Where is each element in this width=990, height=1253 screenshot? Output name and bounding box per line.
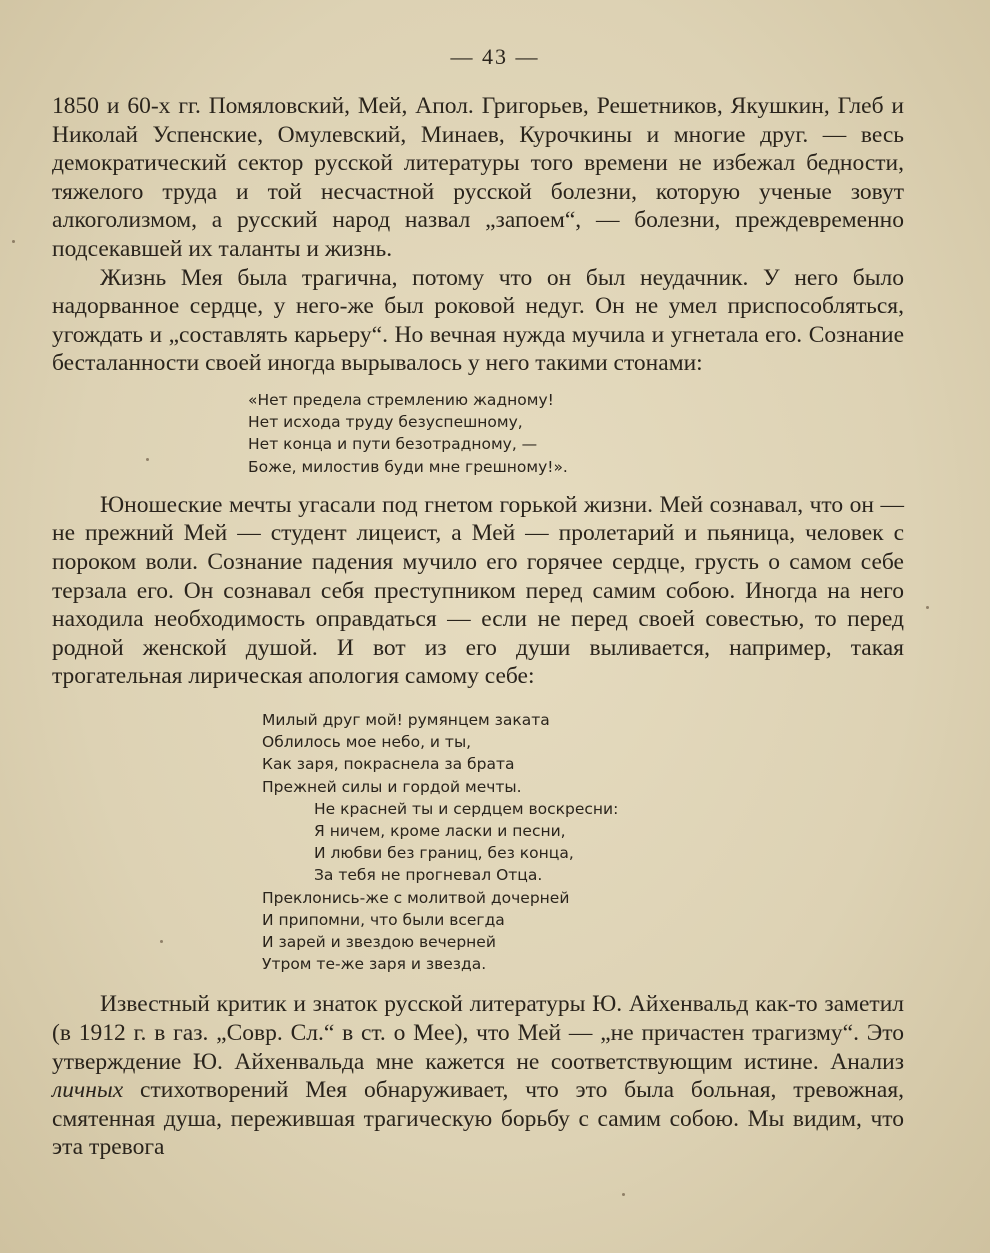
paragraph-4: [52, 990, 904, 1162]
paper-speck: [146, 458, 149, 461]
verse-line: Не красней ты и сердцем воскресни:: [314, 799, 619, 818]
verse-line: И зарей и звездою вечерней: [262, 932, 496, 951]
verse-quote-2: [262, 709, 904, 975]
italic-word: личных: [52, 1077, 124, 1104]
verse-line: Нет исхода труду безуспешному,: [248, 413, 523, 432]
verse-quote-1: [248, 389, 904, 478]
verse-line: И припомни, что были всегда: [262, 910, 505, 929]
verse-line: Нет конца и пути безотрадному, —: [248, 435, 538, 454]
verse-line: Преклонись-же с молитвой дочерней: [262, 888, 570, 907]
verse-line: И любви без границ, без конца,: [314, 844, 574, 863]
paper-speck: [622, 1193, 625, 1196]
verse-line: Как заря, покраснела за брата: [262, 755, 515, 774]
verse-line: Боже, милостив буди мне грешному!».: [248, 457, 568, 476]
paragraph-1: 1850 и 60-х гг. Помяловский, Мей, Апол. Григорьев, Решетников, Якушкин, Глеб и Николай Успенские, Омулевский, Минаев, Курочкины и многие друг. — весь демократический сектор русской литературы того времени не избежал бедности, тяжелого труда и той несчастной русской болезни, которую ученые зовут алкоголизмом, а русский народ назвал „запоем“, — болезни, преждевременно подсекавшей их таланты и жизнь.: [52, 93, 904, 262]
paper-speck: [160, 940, 163, 943]
verse-line: Облилось мое небо, и ты,: [262, 733, 472, 752]
verse-line: Я ничем, кроме ласки и песни,: [314, 821, 566, 840]
paragraph-3: Юношеские мечты угасали под гнетом горькой жизни. Мей сознавал, что он — не прежний Мей — студент лицеист, а Мей — пролетарий и пьяница, человек с пороком воли. Сознание падения мучило его горячее сердце, грусть о самом себе терзала его. Он сознавал себя преступником перед самим собою. Иногда на него находила необходимость оправдаться — если не перед своей совестью, то перед родной женской душой. И вот из его души выливается, например, такая трогательная лирическая апология самому себе:: [52, 491, 904, 690]
verse-line: За тебя не прогневал Отца.: [314, 866, 543, 885]
verse-line: Милый друг мой! румянцем заката: [262, 710, 550, 729]
page-number: — 43 —: [450, 44, 540, 69]
verse-line: Прежней силы и гордой мечты.: [262, 777, 522, 796]
paragraph-4-text: стихотворений Мея обнаруживает, что это была больная, тревожная, смятенная душа, пережившая трагическую борьбу с самим собою. Мы видим, что эта тревога: [52, 1077, 904, 1161]
verse-line: «Нет предела стремлению жадному!: [248, 390, 554, 409]
paper-speck: [926, 606, 929, 609]
paragraph-2: Жизнь Мея была трагична, потому что он был неудачник. У него было надорванное сердце, у него-же был роковой недуг. Он не умел приспособляться, угождать и „составлять карьеру“. Но вечная нужда мучила и угнетала его. Сознание бесталанности своей иногда вырывалось у него такими стонами:: [52, 264, 904, 377]
paragraph-4-text: Известный критик и знаток русской литературы Ю. Айхенвальд как-то заметил (в 1912 г. в газ. „Совр. Сл.“ в ст. о Мее), что Мей — „не причастен трагизму“. Это утверждение Ю. Айхенвальда мне кажется не соответствующим истине. Анализ: [52, 991, 904, 1075]
paper-speck: [12, 240, 15, 243]
verse-line: Утром те-же заря и звезда.: [262, 955, 487, 974]
page-body: [52, 92, 904, 1162]
